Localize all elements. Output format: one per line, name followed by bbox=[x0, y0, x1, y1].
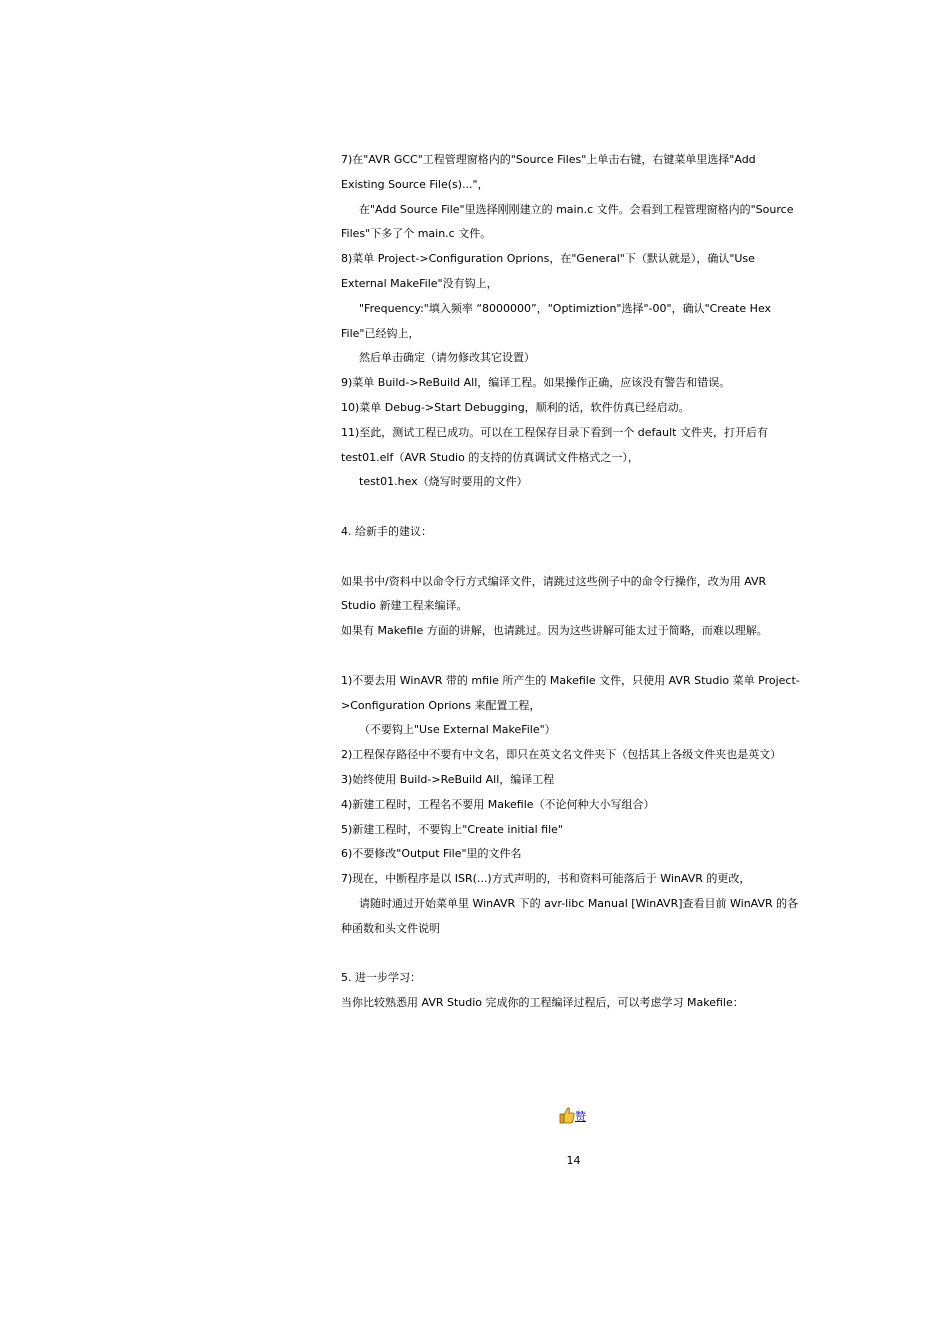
text-line: Existing Source File(s)..."， bbox=[341, 177, 489, 191]
text-line: 然后单击确定（请勿修改其它设置） bbox=[359, 351, 535, 365]
text-line: 5)新建工程时，不要钩上"Create initial file" bbox=[341, 822, 563, 836]
text-line: 3)始终使用 Build->ReBuild All，编译工程 bbox=[341, 772, 555, 786]
text-line: 请随时通过开始菜单里 WinAVR 下的 avr-libc Manual [WinAVR]查看目前 WinAVR 的各 bbox=[359, 896, 799, 910]
text-line: 种函数和头文件说明 bbox=[341, 921, 440, 935]
blank-line bbox=[341, 495, 811, 520]
blank-line bbox=[341, 942, 811, 967]
page-number: 14 bbox=[566, 1154, 581, 1167]
text-line: Files"下多了个 main.c 文件。 bbox=[341, 227, 492, 241]
text-line: test01.hex（烧写时要用的文件） bbox=[359, 475, 528, 489]
document-body bbox=[341, 148, 811, 1016]
like-link[interactable]: 赞 bbox=[575, 1110, 586, 1123]
text-line: 7)现在，中断程序是以 ISR(...)方式声明的，书和资料可能落后于 WinAVR 的更改， bbox=[341, 872, 751, 886]
text-line: 11)至此，测试工程已成功。可以在工程保存目录下看到一个 default 文件夹，打开后有 bbox=[341, 425, 768, 439]
text-line: "Frequency:"填入频率 “8000000”，"Optimiztion"选择"-00"，确认"Create Hex bbox=[359, 301, 772, 315]
text-line: >Configuration Oprions 来配置工程， bbox=[341, 698, 541, 712]
thumbs-up-icon[interactable] bbox=[559, 1106, 575, 1124]
text-line: 在"Add Source File"里选择刚刚建立的 main.c 文件。会看到工程管理窗格内的"Source bbox=[359, 202, 794, 216]
text-line: 9)菜单 Build->ReBuild All，编译工程。如果操作正确，应该没有警告和错误。 bbox=[341, 376, 731, 390]
text-line: 如果有 Makefile 方面的讲解，也请跳过。因为这些讲解可能太过于简略，而难以理解。 bbox=[341, 624, 768, 638]
text-line: 1)不要去用 WinAVR 带的 mfile 所产生的 Makefile 文件，只使用 AVR Studio 菜单 Project- bbox=[341, 673, 800, 687]
text-line: 6)不要修改"Output File"里的文件名 bbox=[341, 847, 522, 861]
text-line: 当你比较熟悉用 AVR Studio 完成你的工程编译过程后，可以考虑学习 Makefile： bbox=[341, 996, 744, 1010]
text-line: （不要钩上"Use External MakeFile"） bbox=[359, 723, 556, 737]
text-line: Studio 新建工程来编译。 bbox=[341, 599, 468, 613]
text-line: 8)菜单 Project->Configuration Oprions，在"General"下（默认就是），确认"Use bbox=[341, 252, 755, 266]
text-line: 5. 进一步学习： bbox=[341, 971, 421, 985]
blank-line bbox=[341, 545, 811, 570]
text-line: 4. 给新手的建议： bbox=[341, 524, 432, 538]
like-widget[interactable] bbox=[559, 1102, 586, 1124]
text-line: 7)在"AVR GCC"工程管理窗格内的"Source Files"上单击右键，右键菜单里选择"Add bbox=[341, 153, 756, 166]
text-line: 如果书中/资料中以命令行方式编译文件，请跳过这些例子中的命令行操作，改为用 AVR bbox=[341, 574, 767, 588]
text-line: 2)工程保存路径中不要有中文名，即只在英文名文件夹下（包括其上各级文件夹也是英文） bbox=[341, 748, 782, 762]
text-line: 10)菜单 Debug->Start Debugging，顺利的话，软件仿真已经启动。 bbox=[341, 400, 690, 414]
text-line: File"已经钩上， bbox=[341, 326, 420, 340]
text-line: 4)新建工程时，工程名不要用 Makefile（不论何种大小写组合） bbox=[341, 797, 655, 811]
text-line: External MakeFile"没有钩上， bbox=[341, 276, 498, 290]
blank-line bbox=[341, 644, 811, 669]
text-line: test01.elf（AVR Studio 的支持的仿真调试文件格式之一）， bbox=[341, 450, 639, 464]
